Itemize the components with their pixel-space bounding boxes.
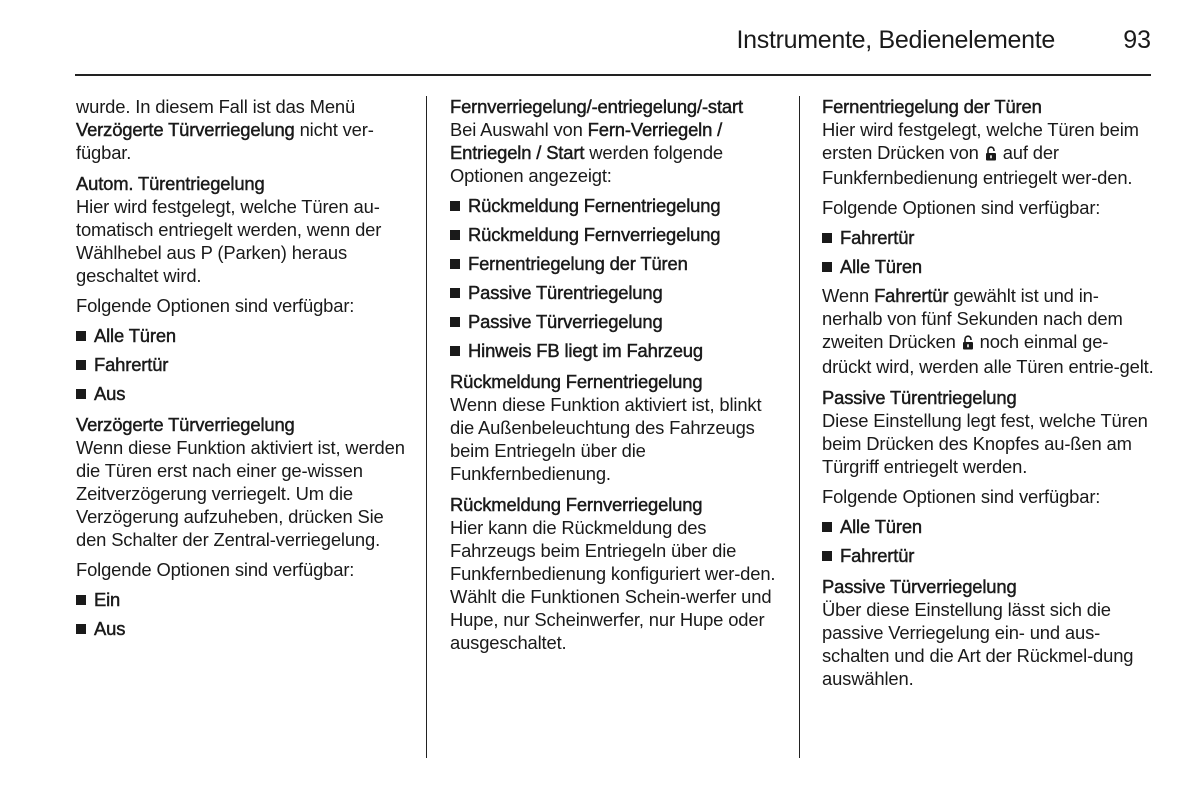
option-list [450, 194, 782, 362]
column-divider [799, 96, 800, 758]
list-item: Passive Türentriegelung [450, 281, 782, 304]
paragraph: Wenn diese Funktion aktiviert ist, blinkt die Außenbeleuchtung des Fahrzeugs beim Entriegeln über die Funkfernbedienung. [450, 394, 762, 484]
paragraph [450, 118, 782, 187]
options-label: Folgende Optionen sind verfügbar: [822, 197, 1101, 218]
square-bullet-icon [822, 551, 832, 561]
text: noch einmal ge-drückt wird, werden alle Türen entrie-gelt. [822, 331, 1154, 377]
section-heading: Passive Türverriegelung [822, 576, 1017, 597]
list-item: Alle Türen [822, 255, 1156, 278]
column-2 [450, 95, 782, 661]
list-item: Ein [76, 588, 408, 611]
square-bullet-icon [76, 331, 86, 341]
list-item: Alle Türen [822, 515, 1156, 538]
paragraph: Hier wird festgelegt, welche Türen au-tomatisch entriegelt werden, wenn der Wählhebel aus P (Parken) heraus geschaltet wird. [76, 196, 382, 286]
paragraph: Diese Einstellung legt fest, welche Türen beim Drücken des Knopfes au-ßen am Türgriff entriegelt werden. [822, 410, 1148, 477]
page-number: 93 [1123, 26, 1151, 54]
paragraph [822, 284, 1156, 378]
section-heading: Rückmeldung Fernentriegelung [450, 371, 703, 392]
header-title: Instrumente, Bedienelemente [736, 26, 1055, 54]
column-divider [426, 96, 427, 758]
square-bullet-icon [450, 259, 460, 269]
square-bullet-icon [76, 624, 86, 634]
paragraph: Hier kann die Rückmeldung des Fahrzeugs beim Entriegeln über die Funkfernbedienung konfiguriert wer-den. Wählt die Funktionen Schein-werfer und Hupe, nur Scheinwerfer, nur Hupe oder ausgeschaltet. [450, 517, 776, 653]
section-heading: Passive Türentriegelung [822, 387, 1017, 408]
option-list [822, 226, 1156, 278]
square-bullet-icon [450, 288, 460, 298]
text: auf der Funkfernbedienung entriegelt wer-den. [822, 142, 1133, 188]
menu-reference: Verzögerte Türverriegelung [76, 119, 295, 140]
section-heading: Rückmeldung Fernverriegelung [450, 494, 703, 515]
text: werden folgende Optionen angezeigt: [450, 142, 723, 186]
list-item: Fahrertür [822, 226, 1156, 249]
section-heading: Autom. Türentriegelung [76, 173, 265, 194]
paragraph [822, 118, 1156, 189]
list-item: Passive Türverriegelung [450, 310, 782, 333]
menu-reference: Fahrertür [874, 285, 949, 306]
option-list [76, 324, 408, 405]
option-list [822, 515, 1156, 567]
text: wurde. In diesem Fall ist das Menü [76, 96, 356, 117]
paragraph: Wenn diese Funktion aktiviert ist, werden die Türen erst nach einer ge-wissen Zeitverzögerung verriegelt. Um die Verzögerung aufzuheben, drücken Sie den Schalter der Zentral-verriegelung. [76, 437, 405, 550]
column-1 [76, 95, 408, 646]
page-header [75, 22, 1151, 76]
square-bullet-icon [822, 262, 832, 272]
menu-reference: Fern-Verriegeln / Entriegeln / Start [450, 119, 723, 163]
list-item: Rückmeldung Fernverriegelung [450, 223, 782, 246]
column-3 [822, 95, 1156, 697]
square-bullet-icon [76, 389, 86, 399]
square-bullet-icon [76, 360, 86, 370]
list-item: Alle Türen [76, 324, 408, 347]
list-item: Aus [76, 382, 408, 405]
list-item: Fahrertür [76, 353, 408, 376]
text: Bei Auswahl von [450, 119, 588, 140]
text: gewählt ist und in-nerhalb von fünf Sekunden nach dem zweiten Drücken [822, 285, 1123, 352]
square-bullet-icon [450, 346, 460, 356]
paragraph: Über diese Einstellung lässt sich die passive Verriegelung ein- und aus-schalten und die Art der Rückmel-dung auswählen. [822, 599, 1134, 689]
list-item: Rückmeldung Fernentriegelung [450, 194, 782, 217]
square-bullet-icon [450, 230, 460, 240]
options-label: Folgende Optionen sind verfügbar: [822, 486, 1101, 507]
list-item: Fernentriegelung der Türen [450, 252, 782, 275]
option-list [76, 588, 408, 640]
square-bullet-icon [822, 233, 832, 243]
section-heading: Fernverriegelung/-entriegelung/-start [450, 96, 743, 117]
text: Hier wird festgelegt, welche Türen beim ersten Drücken von [822, 119, 1139, 163]
unlock-icon [962, 332, 974, 355]
square-bullet-icon [450, 201, 460, 211]
section-heading: Verzögerte Türverriegelung [76, 414, 295, 435]
options-label: Folgende Optionen sind verfügbar: [76, 559, 355, 580]
text: Wenn [822, 285, 875, 306]
list-item: Aus [76, 617, 408, 640]
paragraph [76, 95, 408, 164]
section-heading: Fernentriegelung der Türen [822, 96, 1042, 117]
square-bullet-icon [76, 595, 86, 605]
square-bullet-icon [822, 522, 832, 532]
text: nicht ver-fügbar. [76, 119, 374, 163]
square-bullet-icon [450, 317, 460, 327]
list-item: Hinweis FB liegt im Fahrzeug [450, 339, 782, 362]
list-item: Fahrertür [822, 544, 1156, 567]
unlock-icon [985, 143, 997, 166]
options-label: Folgende Optionen sind verfügbar: [76, 295, 355, 316]
